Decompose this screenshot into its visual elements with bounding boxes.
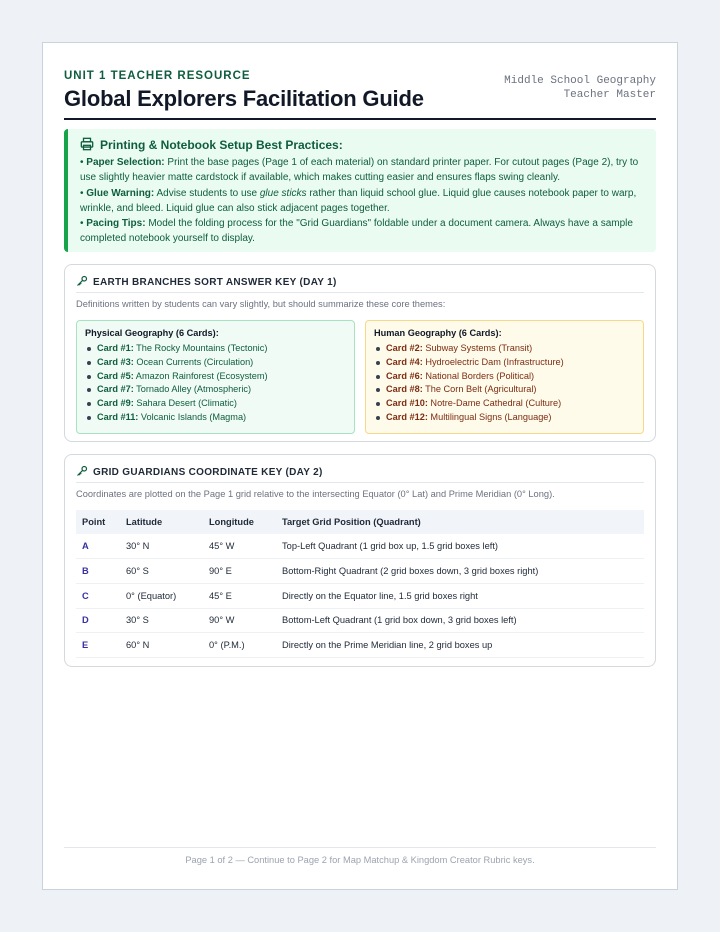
section-header bbox=[76, 265, 644, 293]
document-meta bbox=[504, 74, 656, 102]
latitude-cell: 0° (Equator) bbox=[120, 583, 203, 608]
list-item: Card #8: The Corn Belt (Agricultural) bbox=[374, 383, 635, 397]
latitude-cell: 60° S bbox=[120, 559, 203, 584]
point-cell: E bbox=[76, 633, 120, 658]
tip-label: Paper Selection: bbox=[86, 157, 165, 168]
sort-answer-key-section bbox=[64, 264, 656, 442]
unit-kicker: UNIT 1 TEACHER RESOURCE bbox=[64, 70, 251, 82]
position-cell: Bottom-Left Quadrant (1 grid box down, 3 grid boxes left) bbox=[276, 608, 644, 633]
tip-pacing: • Pacing Tips: Model the folding process for the "Grid Guardians" foldable under a document camera. Always have a sample completed notebook yourself to display. bbox=[80, 218, 633, 245]
longitude-cell: 90° E bbox=[203, 559, 276, 584]
sort-columns bbox=[76, 320, 644, 434]
printer-icon bbox=[80, 137, 94, 154]
list-item: Card #2: Subway Systems (Transit) bbox=[374, 342, 635, 356]
footer-divider bbox=[64, 847, 656, 848]
tip-text: Advise students to use bbox=[154, 187, 260, 199]
list-item: Card #5: Amazon Rainforest (Ecosystem) bbox=[85, 370, 346, 384]
list-item: Card #9: Sahara Desert (Climatic) bbox=[85, 397, 346, 411]
callout-body bbox=[80, 155, 644, 247]
longitude-cell: 90° W bbox=[203, 608, 276, 633]
position-cell: Bottom-Right Quadrant (2 grid boxes down, 3 grid boxes right) bbox=[276, 559, 644, 584]
tip-paper-selection: • Paper Selection: Print the base pages (Page 1 of each material) on standard printer paper. For cutout pages (Page 2), try to use slightly heavier matte cardstock if available, which makes cutting easier and ensures flaps swing cleanly. bbox=[80, 157, 639, 184]
list-item: Card #7: Tornado Alley (Atmospheric) bbox=[85, 383, 346, 397]
tip-text: rather than liquid school glue. Liquid glue causes notebook paper to warp, wrinkle, and bleed. Liquid glue can also stick adjacent pages together. bbox=[80, 187, 637, 214]
longitude-cell: 45° W bbox=[203, 534, 276, 559]
position-cell: Directly on the Equator line, 1.5 grid boxes right bbox=[276, 583, 644, 608]
column-header: Target Grid Position (Quadrant) bbox=[282, 517, 421, 527]
latitude-cell: 60° N bbox=[120, 633, 203, 658]
column-header: Point bbox=[82, 517, 106, 527]
point-cell: A bbox=[76, 534, 120, 559]
key-icon bbox=[76, 275, 88, 290]
section-subtitle: Coordinates are plotted on the Page 1 grid relative to the intersecting Equator (0° Lat) and Prime Meridian (0° Long). bbox=[76, 489, 555, 499]
list-item: Card #10: Notre-Dame Cathedral (Culture) bbox=[374, 397, 635, 411]
human-title: Human Geography (6 Cards): bbox=[374, 328, 502, 338]
list-item: Card #11: Volcanic Islands (Magma) bbox=[85, 411, 346, 425]
longitude-cell: 45° E bbox=[203, 583, 276, 608]
tip-glue-warning: • Glue Warning: Advise students to use glue sticks rather than liquid school glue. Liquid glue causes notebook paper to warp, wrinkle, and bleed. Liquid glue can also stick adjacent pages together. bbox=[80, 187, 637, 214]
list-item: Card #6: National Borders (Political) bbox=[374, 370, 635, 384]
physical-geography-box bbox=[76, 320, 355, 434]
latitude-cell: 30° S bbox=[120, 608, 203, 633]
section-title: EARTH BRANCHES SORT ANSWER KEY (DAY 1) bbox=[93, 277, 337, 288]
list-item: Card #4: Hydroelectric Dam (Infrastructure) bbox=[374, 356, 635, 370]
human-card-list bbox=[374, 342, 635, 425]
table-header-row bbox=[76, 510, 644, 534]
coordinate-key-section bbox=[64, 454, 656, 667]
list-item: Card #12: Multilingual Signs (Language) bbox=[374, 411, 635, 425]
header-divider bbox=[64, 118, 656, 120]
latitude-cell: 30° N bbox=[120, 534, 203, 559]
tip-emphasis: glue sticks bbox=[259, 187, 307, 199]
list-item: Card #1: The Rocky Mountains (Tectonic) bbox=[85, 342, 346, 356]
longitude-cell: 0° (P.M.) bbox=[203, 633, 276, 658]
tip-label: Pacing Tips: bbox=[86, 218, 146, 230]
human-geography-box bbox=[365, 320, 644, 434]
printing-tips-callout bbox=[64, 129, 656, 252]
section-header bbox=[76, 455, 644, 483]
table-row bbox=[76, 583, 644, 608]
table-row bbox=[76, 633, 644, 658]
position-cell: Directly on the Prime Meridian line, 2 grid boxes up bbox=[276, 633, 644, 658]
meta-audience: Teacher Master bbox=[563, 89, 656, 101]
table-row bbox=[76, 534, 644, 559]
tip-text: Print the base pages (Page 1 of each material) on standard printer paper. For cutout pages (Page 2), try to use slightly heavier matte cardstock if available, which makes cutting easier and ensures flaps swing cleanly. bbox=[80, 157, 639, 184]
position-cell: Top-Left Quadrant (1 grid box up, 1.5 grid boxes left) bbox=[276, 534, 644, 559]
column-header: Latitude bbox=[126, 517, 163, 527]
page-title: Global Explorers Facilitation Guide bbox=[64, 86, 424, 111]
column-header: Longitude bbox=[209, 517, 254, 527]
coordinate-table bbox=[76, 510, 644, 658]
point-cell: C bbox=[76, 583, 120, 608]
point-cell: D bbox=[76, 608, 120, 633]
table-row bbox=[76, 608, 644, 633]
list-item: Card #3: Ocean Currents (Circulation) bbox=[85, 356, 346, 370]
callout-title: Printing & Notebook Setup Best Practices: bbox=[100, 138, 343, 152]
physical-title: Physical Geography (6 Cards): bbox=[85, 328, 219, 338]
section-subtitle: Definitions written by students can vary slightly, but should summarize these core themes: bbox=[76, 299, 446, 309]
tip-text: Model the folding process for the "Grid Guardians" foldable under a document camera. Always have a sample completed notebook yourself to display. bbox=[80, 218, 633, 245]
point-cell: B bbox=[76, 559, 120, 584]
meta-course: Middle School Geography bbox=[504, 75, 656, 87]
tip-label: Glue Warning: bbox=[86, 187, 155, 199]
callout-header bbox=[80, 137, 644, 153]
table-row bbox=[76, 559, 644, 584]
document-page bbox=[42, 42, 678, 890]
page-footer: Page 1 of 2 — Continue to Page 2 for Map Matchup & Kingdom Creator Rubric keys. bbox=[185, 855, 535, 865]
physical-card-list bbox=[85, 342, 346, 425]
key-icon bbox=[76, 465, 88, 480]
section-title: GRID GUARDIANS COORDINATE KEY (DAY 2) bbox=[93, 467, 323, 478]
